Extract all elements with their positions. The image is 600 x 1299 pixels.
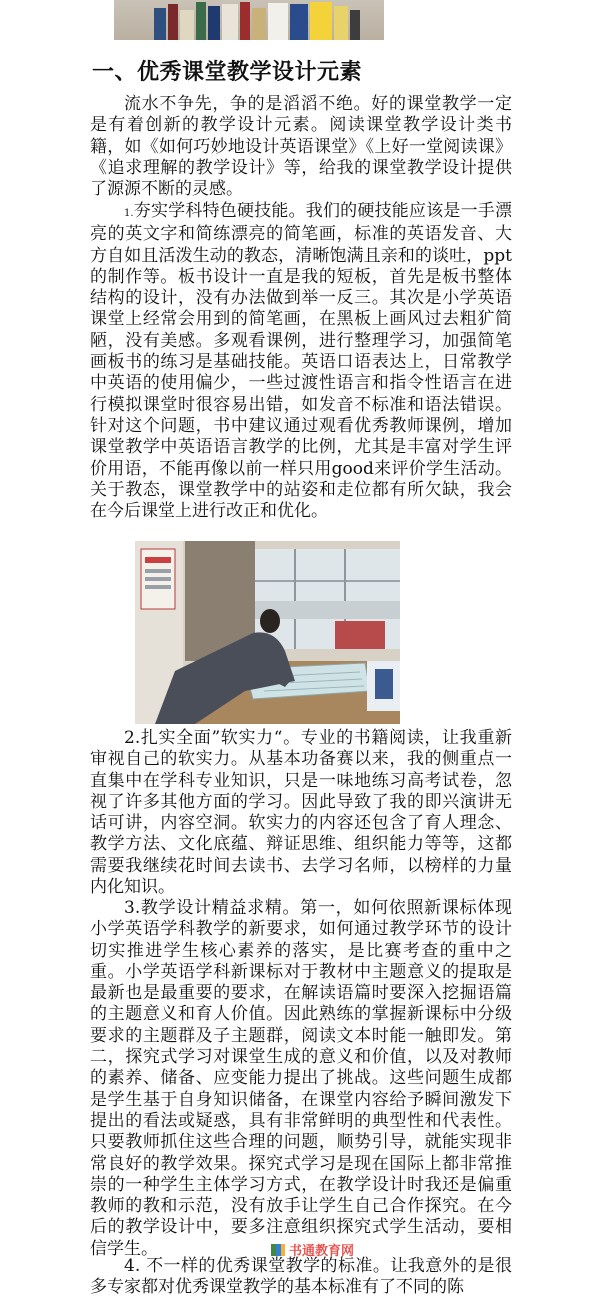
- book-spine: [252, 8, 266, 40]
- top-photo-bookshelf: [114, 0, 384, 40]
- watermark-text: 书通教育网: [289, 1244, 355, 1259]
- paragraph-hard-skills: [90, 201, 512, 522]
- item-number: 1.: [124, 208, 134, 219]
- book-spine: [196, 2, 206, 40]
- teacher-writing-photo: [135, 541, 400, 724]
- paragraph-soft-skills: 2.扎实全面”软实力“。专业的书籍阅读，让我重新审视自己的软实力。从基本功备赛以来，我的侧重点一直集中在学科专业知识，只是一味地练习高考试卷，忽视了许多其他方面的学习。因此导致了我的即兴演讲无话可讲，内容空洞。软实力的内容还包含了育人理念、教学方法、文化底蕴、辩证思维、组织能力等等，这都需要我继续花时间去读书、去学习名师，以榜样的力量内化知识。: [90, 728, 512, 898]
- paragraph-intro: 流水不争先，争的是滔滔不绝。好的课堂教学一定是有着创新的教学设计元素。阅读课堂教学设计类书籍，如《如何巧妙地设计英语课堂》《上好一堂阅读课》《追求理解的教学设计》等，给我的课堂教学设计提供了源源不断的灵感。: [90, 94, 512, 200]
- paragraph-standards: 4. 不一样的优秀课堂教学的标准。让我意外的是很多专家都对优秀课堂教学的基本标准有了不同的陈: [90, 1256, 512, 1298]
- paragraph-hard-skills-text: 夯实学科特色硬技能。我们的硬技能应该是一手漂亮的英文字和简练漂亮的简笔画，标准的英语发音、大方自如且活泼生动的教态，清晰饱满且亲和的谈吐，ppt的制作等。板书设计一直是我的短板，首先是板书整体结构的设计，没有办法做到举一反三。其次是小学英语课堂上经常会用到的简笔画，在黑板上画风过去粗犷简陋，没有美感。多观看课例，进行整理学习，加强简笔画板书的练习是基础技能。英语口语表达上，日常教学中英语的使用偏少，一些过渡性语言和指令性语言在进行模拟课堂时很容易出错，如发音不标准和语法错误。针对这个问题，书中建议通过观看优秀教师课例，增加课堂教学中英语语言教学的比例，尤其是丰富对学生评价用语，不能再像以前一样只用good来评价学生活动。关于教态，课堂教学中的站姿和走位都有所欠缺，我会在今后课堂上进行改正和优化。: [90, 201, 512, 522]
- section-title: 一、优秀课堂教学设计元素: [92, 60, 363, 85]
- watermark: [270, 1240, 354, 1259]
- watermark-logo-icon: [270, 1242, 286, 1258]
- book-spine: [240, 2, 250, 40]
- book-spine: [290, 4, 308, 40]
- book-spine: [208, 6, 220, 40]
- book-spine: [334, 6, 348, 40]
- book-spine: [350, 10, 360, 40]
- book-spine: [168, 4, 178, 40]
- book-spine: [154, 8, 166, 40]
- book-spine: [310, 2, 332, 40]
- paragraph-design: 3.教学设计精益求精。第一，如何依照新课标体现小学英语学科教学的新要求，如何通过教学环节的设计切实推进学生核心素养的落实，是比赛考查的重中之重。小学英语学科新课标对于教材中主题意义的提取是最新也是最重要的要求，在解读语篇时要深入挖掘语篇的主题意义和育人价值。因此熟练的掌握新课标中分级要求的主题群及子主题群，阅读文本时能一触即发。第二，探究式学习对课堂生成的意义和价值，以及对教师的素养、储备、应变能力提出了挑战。这些问题生成都是学生基于自身知识储备，在课堂内容给予瞬间激发下提出的看法或疑惑，具有非常鲜明的典型性和代表性。只要教师抓住这些合理的问题，顺势引导，就能实现非常良好的教学效果。探究式学习是现在国际上都非常推崇的一种学生主体学习方式，在教学设计时我还是偏重教师的教和示范，没有放手让学生自己合作探究。在今后的教学设计中，要多注意组织探究式学生活动，要相信学生。: [90, 898, 512, 1259]
- book-spine: [222, 4, 238, 40]
- book-spine: [180, 10, 194, 40]
- book-spine: [268, 3, 288, 40]
- teacher-writing-illustration: [135, 541, 400, 724]
